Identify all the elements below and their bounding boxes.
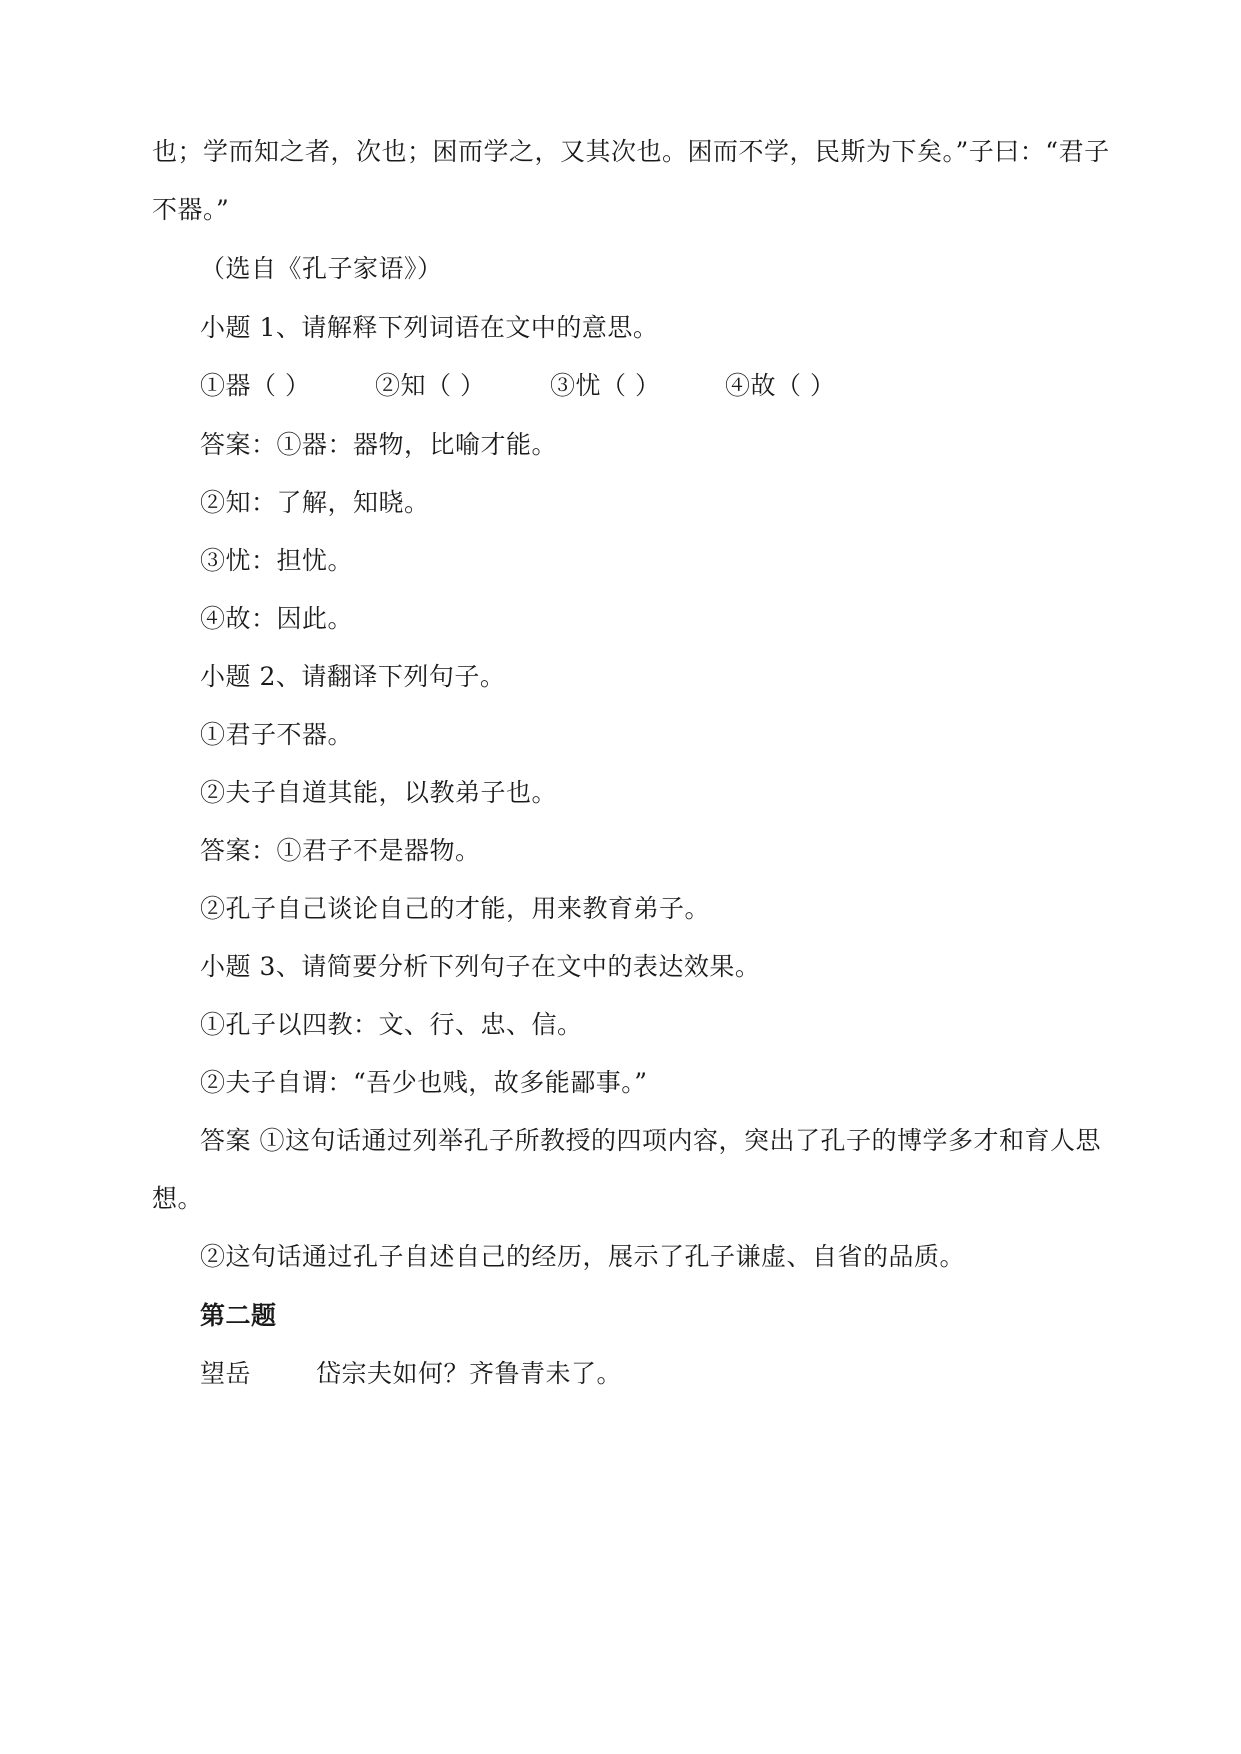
question-1-answer-2: ②知：了解，知晓。 xyxy=(200,488,430,517)
question-1-prompt: 小题 1、请解释下列词语在文中的意思。 xyxy=(200,313,659,342)
question-3-prompt: 小题 3、请简要分析下列句子在文中的表达效果。 xyxy=(200,952,761,981)
question-1-answer-4: ④故：因此。 xyxy=(200,604,354,633)
passage-line-1: 也；学而知之者，次也；困而学之，又其次也。困而不学，民斯为下矣。”子曰：“君子 xyxy=(152,137,1110,166)
passage-source: （选自《孔子家语》） xyxy=(200,254,443,283)
question-2-answer-1: 答案：①君子不是器物。 xyxy=(200,836,481,865)
question-1-answer-3: ③忧：担忧。 xyxy=(200,546,354,575)
question-3-item-1: ①孔子以四教：文、行、忠、信。 xyxy=(200,1010,583,1039)
question-2-prompt: 小题 2、请翻译下列句子。 xyxy=(200,662,506,691)
option-qi: ①器（ ） xyxy=(200,371,311,400)
option-you: ③忧（ ） xyxy=(550,371,661,400)
passage-line-2: 不器。” xyxy=(152,195,230,224)
poem-row xyxy=(200,1357,1000,1391)
question-2-answer-2: ②孔子自己谈论自己的才能，用来教育弟子。 xyxy=(200,894,711,923)
question-3-answer-line-2: 想。 xyxy=(152,1184,204,1213)
poem-title: 望岳 xyxy=(200,1359,252,1388)
question-1-options xyxy=(200,369,1000,403)
question-2-item-1: ①君子不器。 xyxy=(200,720,354,749)
section-2-heading: 第二题 xyxy=(200,1301,277,1330)
question-3-answer-line-1: 答案 ①这句话通过列举孔子所教授的四项内容，突出了孔子的博学多才和育人思 xyxy=(200,1126,1101,1155)
poem-line: 岱宗夫如何？齐鲁青未了。 xyxy=(316,1359,623,1388)
question-3-item-2: ②夫子自谓：“吾少也贱，故多能鄙事。” xyxy=(200,1068,648,1097)
question-2-item-2: ②夫子自道其能，以教弟子也。 xyxy=(200,778,558,807)
question-1-answer-1: 答案：①器：器物，比喻才能。 xyxy=(200,430,558,459)
question-3-answer-line-3: ②这句话通过孔子自述自己的经历，展示了孔子谦虚、自省的品质。 xyxy=(200,1242,966,1271)
option-zhi: ②知（ ） xyxy=(375,371,486,400)
option-gu: ④故（ ） xyxy=(725,371,836,400)
